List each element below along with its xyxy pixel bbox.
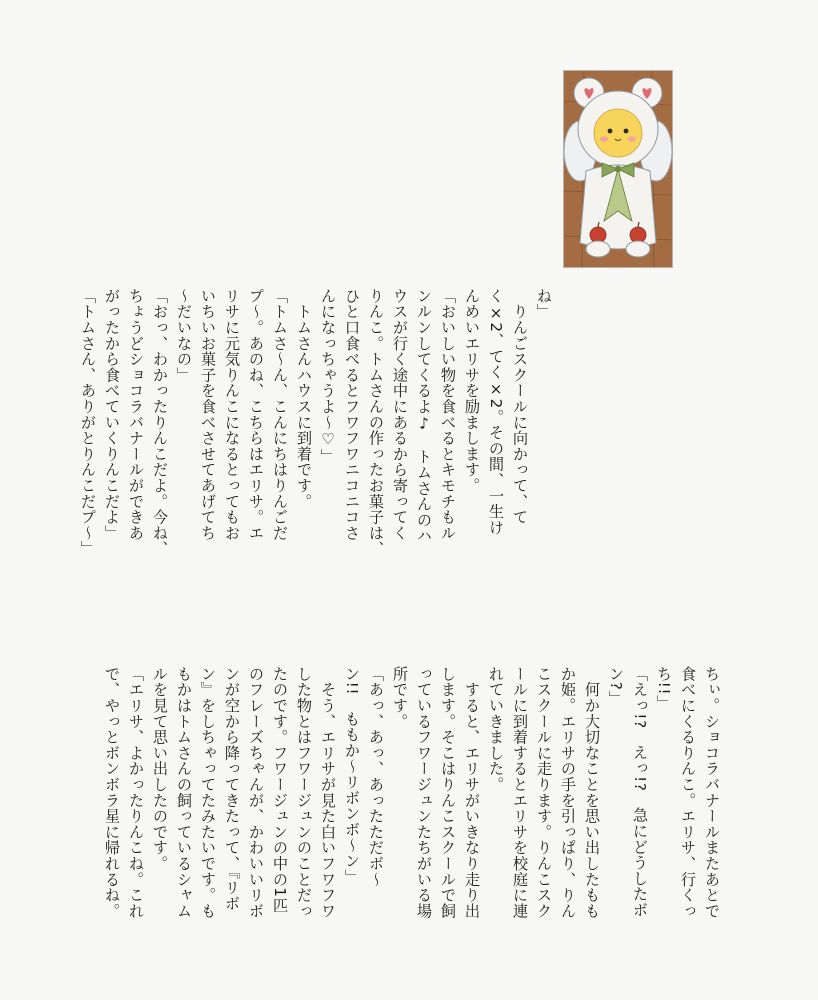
text-column: がったから食べていくりんこだよ」 xyxy=(103,288,121,541)
text-column: く×2、てく×2。その間、一生け xyxy=(487,288,505,536)
text-column: ウスが行く途中にあるから寄ってく xyxy=(391,288,409,541)
text-column: りんごスクールに向かって、て xyxy=(511,288,529,525)
text-column: ンルンしてくるよ♪ トムさんのハ xyxy=(415,288,433,544)
text-column: いちいお菓子を食べさせてあげてち xyxy=(199,288,217,541)
text-column: 「あっ、あっ、あったただボ～ xyxy=(367,666,385,888)
text-column: ちぃ。ショコラバナールまたあとで xyxy=(703,666,721,919)
text-column: 食べにくるりんこ。エリサ、行くっ xyxy=(679,666,697,919)
text-column: すると、エリサがいきなり走り出 xyxy=(463,666,481,919)
text-column: もかはトムさんの飼っているシャム xyxy=(175,666,193,919)
text-column: リサに元気りんこになるとってもお xyxy=(223,288,241,541)
text-column: ね」 xyxy=(535,288,553,320)
text-column: 何か大切なことを思い出したもも xyxy=(583,666,601,919)
text-column: んめいエリサを励まします。 xyxy=(463,288,481,494)
text-column: ち!!」 xyxy=(655,666,673,711)
text-column: っているフワージュンたちがいる場 xyxy=(415,666,433,919)
text-column: こスクールに走ります。りんこスク xyxy=(535,666,553,919)
text-column: ン?」 xyxy=(607,666,625,707)
text-column: ルを見て思い出したのです。 xyxy=(151,666,169,872)
story-text-lower-right xyxy=(439,666,724,919)
text-column: ひと口食べるとフワフワニコニコさ xyxy=(343,288,361,541)
text-column: か姫。エリサの手を引っぱり、りん xyxy=(559,666,577,919)
text-column: ン!! ももか～リボンボ～ン」 xyxy=(343,666,361,885)
text-column: のフレーズちゃんが、かわいいリボ xyxy=(247,666,265,919)
text-column: ン』をしちゃってたみたいです。も xyxy=(199,666,217,919)
text-column: 「えっ!? えっ!? 急にどうしたボ xyxy=(631,666,649,918)
text-column: たのです。フワージュンの中の1匹 xyxy=(271,666,289,914)
text-column: トムさんハウスに到着です。 xyxy=(295,288,313,510)
bear-costume-illustration xyxy=(563,70,673,268)
story-text-lower-left xyxy=(103,666,436,919)
text-column: ちょうどショコラバナールができあ xyxy=(127,288,145,541)
text-column: した物とはフワージュンのことだっ xyxy=(295,666,313,919)
text-column: 「エリサ、よかったりんこね。これ xyxy=(127,666,145,919)
text-column: で、やっとボンボラ星に帰れるね。 xyxy=(103,666,121,919)
text-column: 所です。 xyxy=(391,666,409,730)
text-column: ールに到着するとエリサを校庭に連 xyxy=(511,666,529,919)
bear-costume-drawing xyxy=(564,71,672,267)
text-column: れていきました。 xyxy=(487,666,505,793)
text-column: ンが空から降ってきたって、『リボ xyxy=(223,666,241,912)
text-column: ～だいなの」 xyxy=(175,288,193,383)
text-column: します。そこはりんこスクールで飼 xyxy=(439,666,457,919)
story-text-upper xyxy=(79,288,556,557)
text-column: プ～。あのね、こちらはエリサ。エ xyxy=(247,288,265,541)
text-column: 「おいしい物を食べるとキモチもル xyxy=(439,288,457,541)
text-column: りんこ。トムさんの作ったお菓子は、 xyxy=(367,288,385,557)
text-column: 「トムさ～ん、こんにちはりんごだ xyxy=(271,288,289,541)
text-column: そう、エリサが見た白いフワフワ xyxy=(319,666,337,919)
text-column: 「おっ、わかったりんこだよ。今ね、 xyxy=(151,288,169,557)
text-column: んになっちゃうよ～♡」 xyxy=(319,288,337,465)
text-column: 「トムさん、ありがとりんこだプ～」 xyxy=(79,288,97,557)
